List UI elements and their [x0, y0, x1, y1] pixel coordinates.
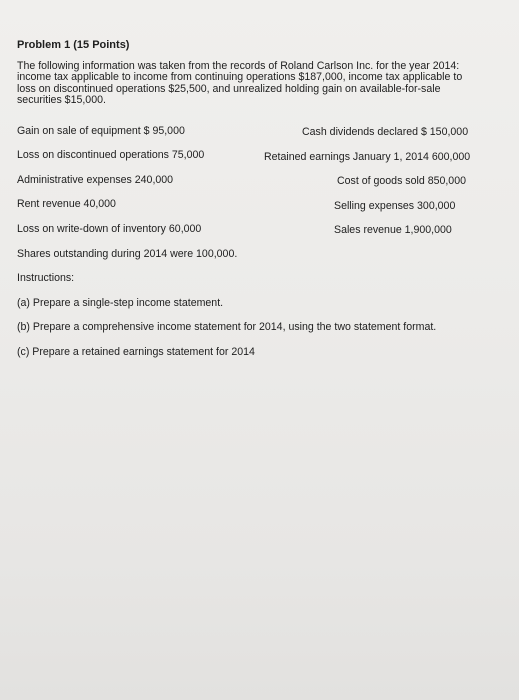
instruction-b: (b) Prepare a comprehensive income statement for 2014, using the two statement format.: [17, 321, 437, 333]
item-gain-on-sale-of-equipment: Gain on sale of equipment $ 95,000: [17, 125, 185, 137]
intro-line: securities $15,000.: [17, 94, 106, 107]
item-loss-on-discontinued-operations: Loss on discontinued operations 75,000: [17, 149, 205, 161]
intro-line: income tax applicable to income from continuing operations $187,000, income tax applicable to: [17, 71, 463, 84]
problem-title: Problem 1 (15 Points): [17, 39, 130, 51]
item-loss-on-write-down-of-inventory: Loss on write-down of inventory 60,000: [17, 223, 202, 235]
item-cost-of-goods-sold: Cost of goods sold 850,000: [337, 175, 466, 187]
item-retained-earnings-january-1: Retained earnings January 1, 2014 600,000: [264, 151, 471, 163]
intro-line: The following information was taken from the records of Roland Carlson Inc. for the year 2014:: [17, 60, 460, 72]
problem-intro: [17, 61, 497, 107]
item-selling-expenses: Selling expenses 300,000: [334, 200, 456, 212]
item-cash-dividends-declared: Cash dividends declared $ 150,000: [302, 126, 469, 138]
intro-line: loss on discontinued operations $25,500, and unrealized holding gain on available-for-sale: [17, 82, 441, 95]
instruction-c: (c) Prepare a retained earnings statement for 2014: [17, 346, 255, 358]
item-rent-revenue: Rent revenue 40,000: [17, 198, 116, 210]
shares-outstanding: Shares outstanding during 2014 were 100,000.: [17, 248, 238, 260]
instructions-label: Instructions:: [17, 272, 75, 284]
item-administrative-expenses: Administrative expenses 240,000: [17, 174, 174, 186]
instruction-a: (a) Prepare a single-step income statement.: [17, 297, 224, 309]
item-sales-revenue: Sales revenue 1,900,000: [334, 224, 452, 236]
